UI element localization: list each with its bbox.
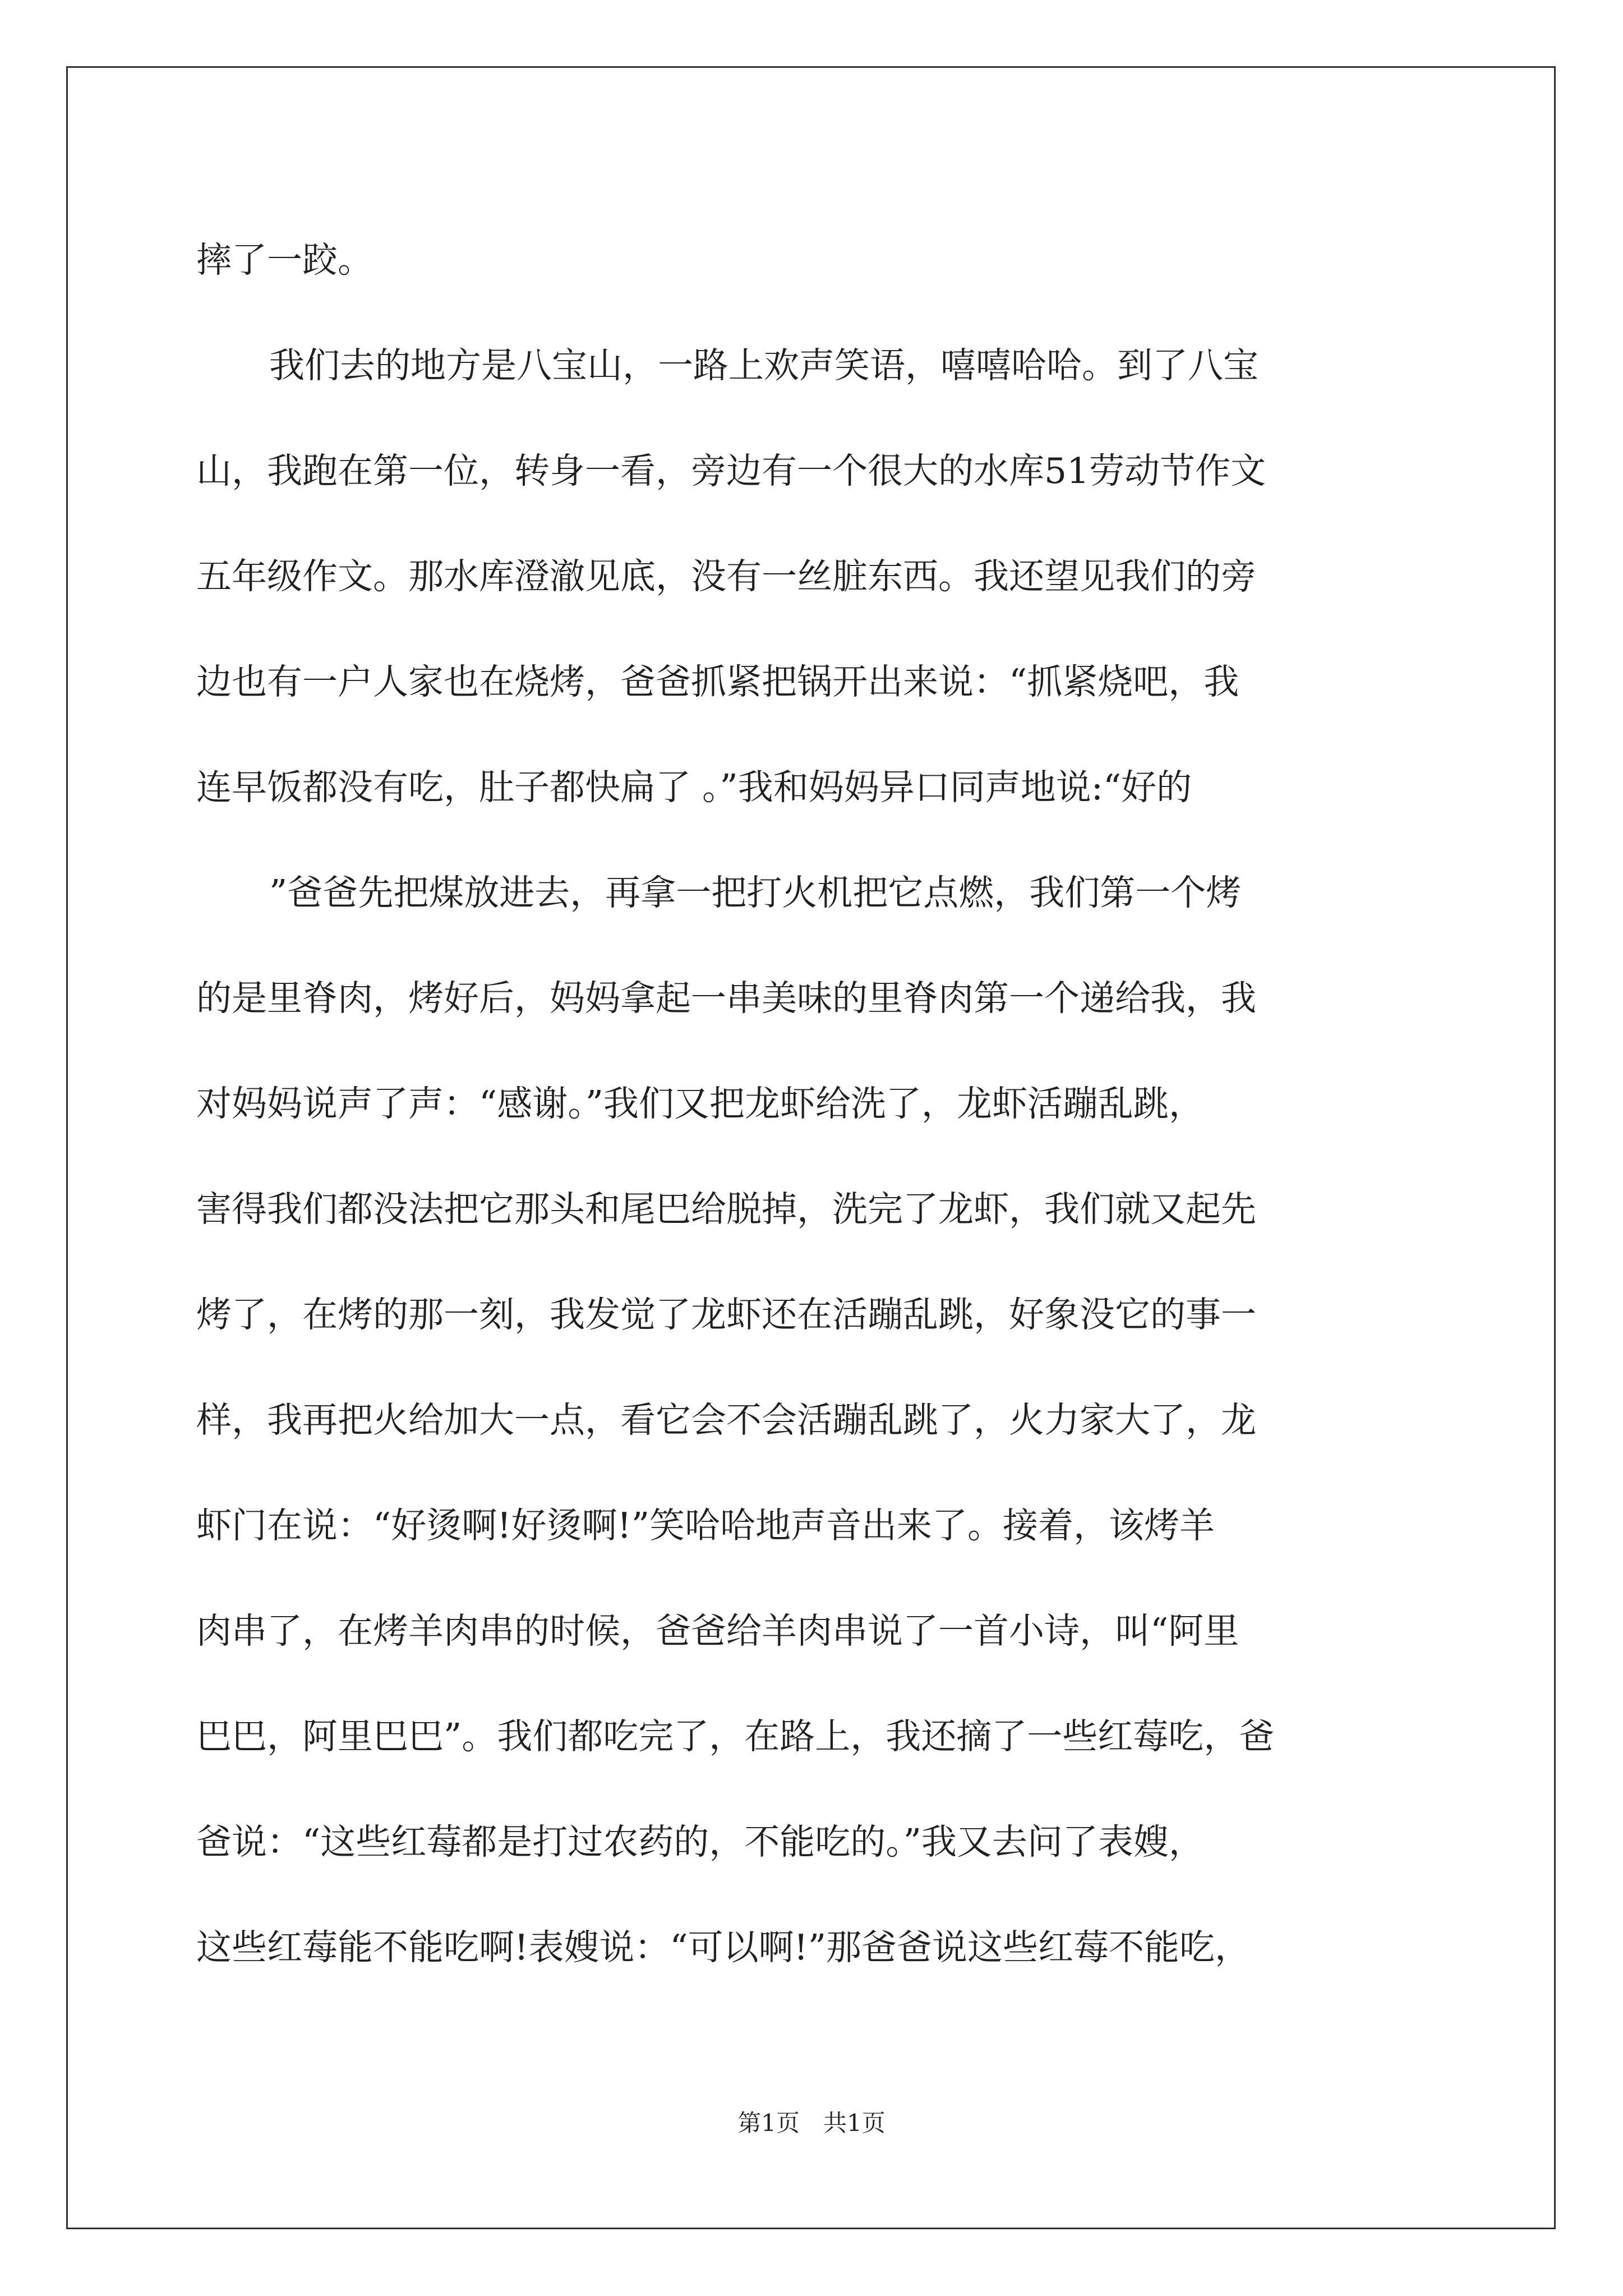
document-body (196, 208, 1447, 2000)
text-line-10: 害得我们都没法把它那头和尾巴给脱掉，洗完了龙虾，我们就又起先 (196, 1189, 1256, 1230)
text-line-13: 虾门在说：“好烫啊!好烫啊!”笑哈哈地声音出来了。接着，该烤羊 (196, 1505, 1215, 1546)
text-line-3: 山，我跑在第一位，转身一看，旁边有一个很大的水库51劳动节作文 (196, 450, 1266, 491)
text-line-5: 边也有一户人家也在烧烤，爸爸抓紧把锅开出来说：“抓紧烧吧，我 (196, 661, 1239, 702)
text-line-15: 巴巴，阿里巴巴”。我们都吃完了，在路上，我还摘了一些红莓吃，爸 (196, 1716, 1275, 1757)
text-line-12: 样，我再把火给加大一点，看它会不会活蹦乱跳了，火力家大了，龙 (196, 1400, 1256, 1441)
text-line-6: 连早饭都没有吃，肚子都快扁了 。”我和妈妈异口同声地说:“好的 (196, 767, 1192, 808)
text-line-14: 肉串了，在烤羊肉串的时候，爸爸给羊肉串说了一首小诗，叫“阿里 (196, 1611, 1239, 1651)
text-line-4: 五年级作文。那水库澄澈见底，没有一丝脏东西。我还望见我们的旁 (196, 556, 1256, 597)
text-line-1: 摔了一跤。 (196, 240, 373, 280)
text-line-7: ”爸爸先把煤放进去，再拿一把打火机把它点燃，我们第一个烤 (269, 872, 1242, 913)
text-line-11: 烤了，在烤的那一刻，我发觉了龙虾还在活蹦乱跳，好象没它的事一 (196, 1294, 1256, 1335)
text-line-9: 对妈妈说声了声：“感谢。”我们又把龙虾给洗了，龙虾活蹦乱跳， (196, 1083, 1204, 1124)
text-line-2: 我们去的地方是八宝山，一路上欢声笑语，嘻嘻哈哈。到了八宝 (269, 345, 1258, 386)
text-line-17: 这些红莓能不能吃啊!表嫂说：“可以啊!”那爸爸说这些红莓不能吃， (196, 1927, 1251, 1968)
text-line-16: 爸说：“这些红莓都是打过农药的，不能吃的。”我又去问了表嫂， (196, 1821, 1204, 1862)
text-line-8: 的是里脊肉，烤好后，妈妈拿起一串美味的里脊肉第一个递给我，我 (196, 978, 1256, 1019)
page-footer: 第1页 共1页 (737, 2109, 886, 2137)
